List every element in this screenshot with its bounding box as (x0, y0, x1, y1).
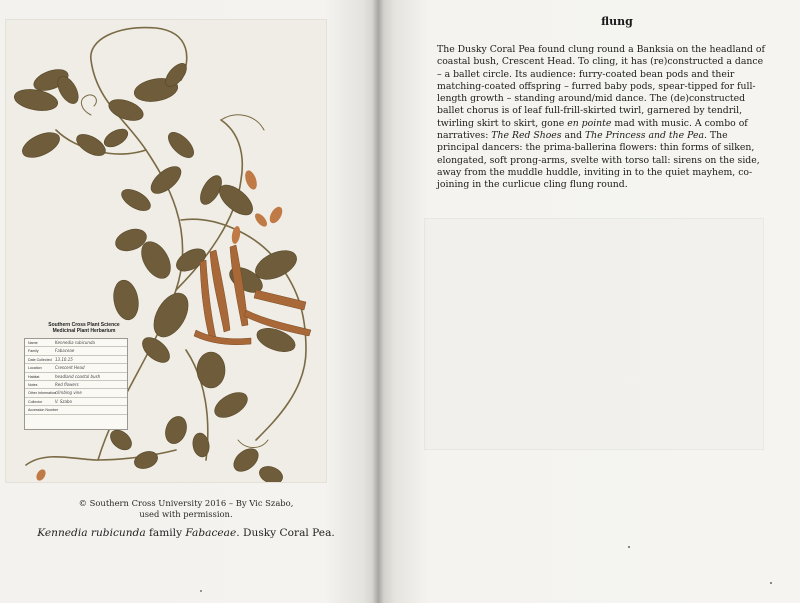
poem-text-run: . The principal dancers: the prima-ballerina flowers: thin forms of silken, elongated, soft prong-arms, svelte with torso tall: sirens on the side, away from the muddle huddle, inviting in to the quiet mayhem, co-joining in the curlicue cling flung round. (437, 130, 760, 191)
book-gutter (372, 0, 384, 603)
label-field-value: V. Szabo (55, 398, 72, 404)
label-field-row (25, 373, 127, 381)
label-field-row (25, 381, 127, 389)
label-field-value: Crescent Head (55, 365, 85, 371)
paper-speck (628, 546, 630, 548)
credit-line-1: © Southern Cross University 2016 – By Vic Szabo, (78, 498, 294, 508)
label-field-name: Other Information (28, 391, 56, 396)
label-field-name: Habitat (28, 374, 40, 379)
caption-common-name: . Dusky Coral Pea. (236, 527, 335, 539)
herbarium-institution: Southern Cross Plant Science (48, 322, 120, 328)
poem-paragraph (437, 44, 767, 192)
label-field-row (25, 406, 127, 414)
poem-text-run: and (561, 130, 585, 142)
label-field-value: climbing vine (55, 390, 82, 396)
label-field-row (25, 389, 127, 397)
poem-text-run: The Dusky Coral Pea found clung round a Banksia on the headland of coastal bush, Crescent Head. To cling, it has (re)constructed a dance – a ballet circle. Its audience: furry-coated bean pods and their matching-coated offspring – furred baby pods, spear-tipped for full-length growth – standing around/mid dance. The (de)constructed ballet chorus is of leaf full-frill-skirted twirl, garnered by tendril, twirling skirt to skirt, gone (437, 44, 765, 129)
herbarium-label-card (24, 338, 128, 430)
caption-family-word: family (145, 527, 186, 539)
label-field-row (25, 356, 127, 364)
credit-line-2: used with permission. (139, 509, 233, 519)
label-field-value: headland coastal bush (55, 373, 101, 379)
label-field-name: Collector (28, 399, 43, 404)
show-through-image (424, 218, 764, 450)
image-credit (0, 498, 372, 520)
label-field-name: Accession Number (28, 408, 59, 413)
label-field-value: Red flowers (55, 381, 79, 387)
paper-speck (770, 582, 772, 584)
label-field-name: Family (28, 349, 39, 354)
label-field-row (25, 398, 127, 406)
caption-species: Kennedia rubicunda (37, 527, 146, 539)
label-field-name: Name (28, 341, 38, 345)
paper-speck (200, 590, 202, 592)
caption-family: Fabaceae (185, 527, 237, 539)
label-field-row (25, 364, 127, 372)
figure-caption (0, 527, 372, 540)
left-page (0, 0, 378, 603)
poem-italic-run: The Princess and the Pea (584, 130, 704, 142)
poem-body (437, 44, 767, 192)
herbarium-specimen-sheet (6, 20, 326, 482)
label-field-row (25, 347, 127, 355)
label-field-value: Fabaceae (55, 348, 75, 354)
label-field-name: Date Collected (28, 357, 52, 362)
poem-italic-run: en pointe (567, 117, 612, 129)
poem-text-run: mad with music. A combo of narratives: (437, 117, 748, 142)
poem-title: flung (601, 15, 633, 28)
label-field-name: Location (28, 366, 42, 371)
poem-italic-run: The Red Shoes (491, 130, 562, 142)
herbarium-collection: Medicinal Plant Herbarium (52, 328, 116, 334)
label-field-row (25, 339, 127, 347)
label-field-name: Notes (28, 382, 38, 387)
label-field-value: Kennedia rubicunda (55, 340, 95, 345)
label-field-value: 13.10.15 (55, 356, 73, 362)
herbarium-heading (34, 322, 134, 334)
